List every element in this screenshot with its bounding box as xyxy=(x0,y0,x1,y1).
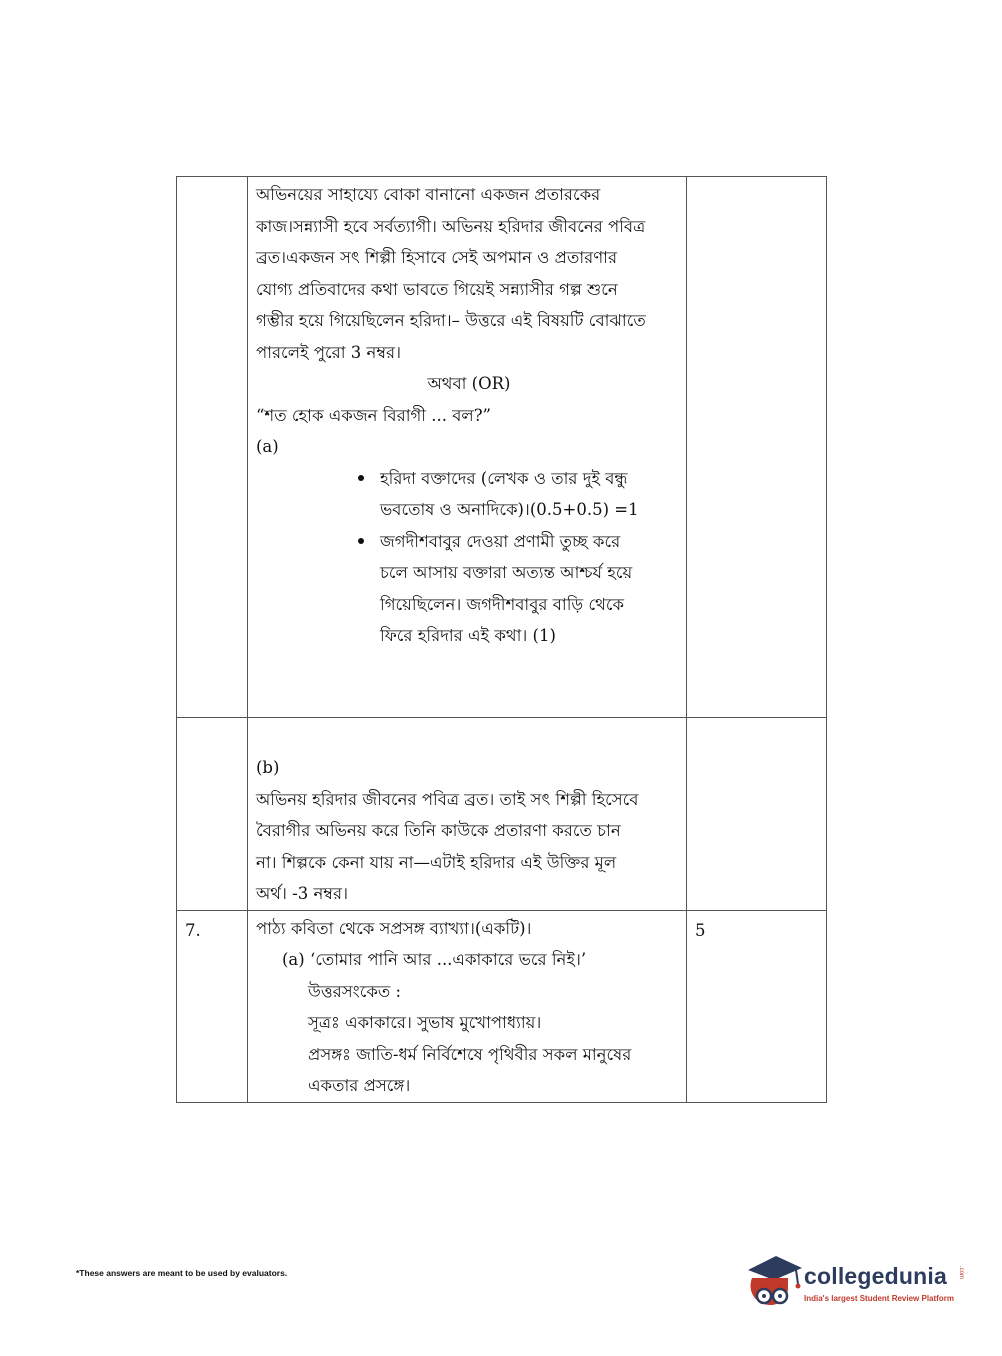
answer-line: অর্থ। -3 নম্বর। xyxy=(256,884,348,903)
answer-line: অভিনয়ের সাহায্যে বোকা বানানো একজন প্রতারকের xyxy=(256,185,601,204)
answer-text xyxy=(248,718,686,910)
answer-text xyxy=(248,911,686,1102)
question-number-cell xyxy=(177,177,248,718)
table-row xyxy=(177,177,827,718)
answer-line: যোগ্য প্রতিবাদের কথা ভাবতে গিয়েই সন্ন্যাসীর গল্প শুনে xyxy=(256,279,618,299)
part-b-label: (b) xyxy=(256,758,280,777)
logo-wordmark: collegedunia xyxy=(804,1263,947,1289)
context-line: একতার প্রসঙ্গে। xyxy=(308,1076,411,1095)
question-quote: “শত হোক একজন বিরাগী ... বল?” xyxy=(256,405,491,425)
marks-value: 5 xyxy=(695,920,706,940)
part-a-label: (a) xyxy=(256,437,279,456)
table-row xyxy=(177,718,827,911)
bullet-item: হরিদা বক্তাদের (লেখক ও তার দুই বন্ধু ভবতোষ ও অনাদিকে)।(0.5+0.5) =1 xyxy=(356,463,682,526)
answer-line: গম্ভীর হয়ে গিয়েছিলেন হরিদা।– উত্তরে এই বিষয়টি বোঝাতে xyxy=(256,311,646,330)
answer-text xyxy=(248,177,686,652)
question-number: 7. xyxy=(185,920,201,940)
marks-cell xyxy=(687,177,827,718)
logo-suffix: .com xyxy=(958,1266,964,1280)
logo-tagline: India's largest Student Review Platform xyxy=(804,1294,954,1303)
bullet-item: জগদীশবাবুর দেওয়া প্রণামী তুচ্ছ করে চলে আসায় বক্তারা অত্যন্ত আশ্চর্য হয়ে গিয়েছিলেন। জগদীশবাবুর বাড়ি থেকে ফিরে হরিদার এই কথা। (1) xyxy=(356,526,682,652)
collegedunia-logo xyxy=(742,1248,972,1318)
answer-line: না। শিল্পকে কেনা যায় না—এটাই হরিদার এই উক্তির মূল xyxy=(256,852,617,872)
answer-line: বৈরাগীর অভিনয় করে তিনি কাউকে প্রতারণা করতে চান xyxy=(256,821,621,840)
question-heading: পাঠ্য কবিতা থেকে সপ্রসঙ্গ ব্যাখ্যা।(একটি)। xyxy=(256,918,532,938)
table-row xyxy=(177,910,827,1102)
or-label: অথবা (OR) xyxy=(427,374,511,393)
answer-line: পারলেই পুরো 3 নম্বর। xyxy=(256,342,402,362)
evaluator-footnote: *These answers are meant to be used by evaluators. xyxy=(76,1268,288,1278)
hint-label: উত্তরসংকেত : xyxy=(308,981,402,1001)
answer-line: কাজ।সন্ন্যাসী হবে সর্বত্যাগী। অভিনয় হরিদার জীবনের পবিত্র xyxy=(256,216,646,236)
answer-cell xyxy=(248,177,687,718)
context-line: প্রসঙ্গঃ জাতি-ধর্ম নির্বিশেষে পৃথিবীর সকল মানুষের xyxy=(308,1044,632,1064)
marks-cell xyxy=(687,910,827,1102)
answer-line: অভিনয় হরিদার জীবনের পবিত্র ব্রত। তাই সৎ শিল্পী হিসেবে xyxy=(256,789,639,809)
source-line: সূত্রঃ একাকারে। সুভাষ মুখোপাধ্যায়। xyxy=(308,1013,542,1032)
sub-question-a: (a) ‘তোমার পানি আর ...একাকারে ভরে নিই।’ xyxy=(282,950,587,969)
answer-cell xyxy=(248,718,687,911)
marks-cell xyxy=(687,718,827,911)
mascot-icon xyxy=(742,1248,804,1318)
bullet-list xyxy=(256,463,682,652)
answers-table xyxy=(176,176,827,1103)
question-number-cell xyxy=(177,718,248,911)
question-number-cell xyxy=(177,910,248,1102)
answer-line: ব্রত।একজন সৎ শিল্পী হিসাবে সেই অপমান ও প্রতারণার xyxy=(256,248,618,267)
answer-cell xyxy=(248,910,687,1102)
